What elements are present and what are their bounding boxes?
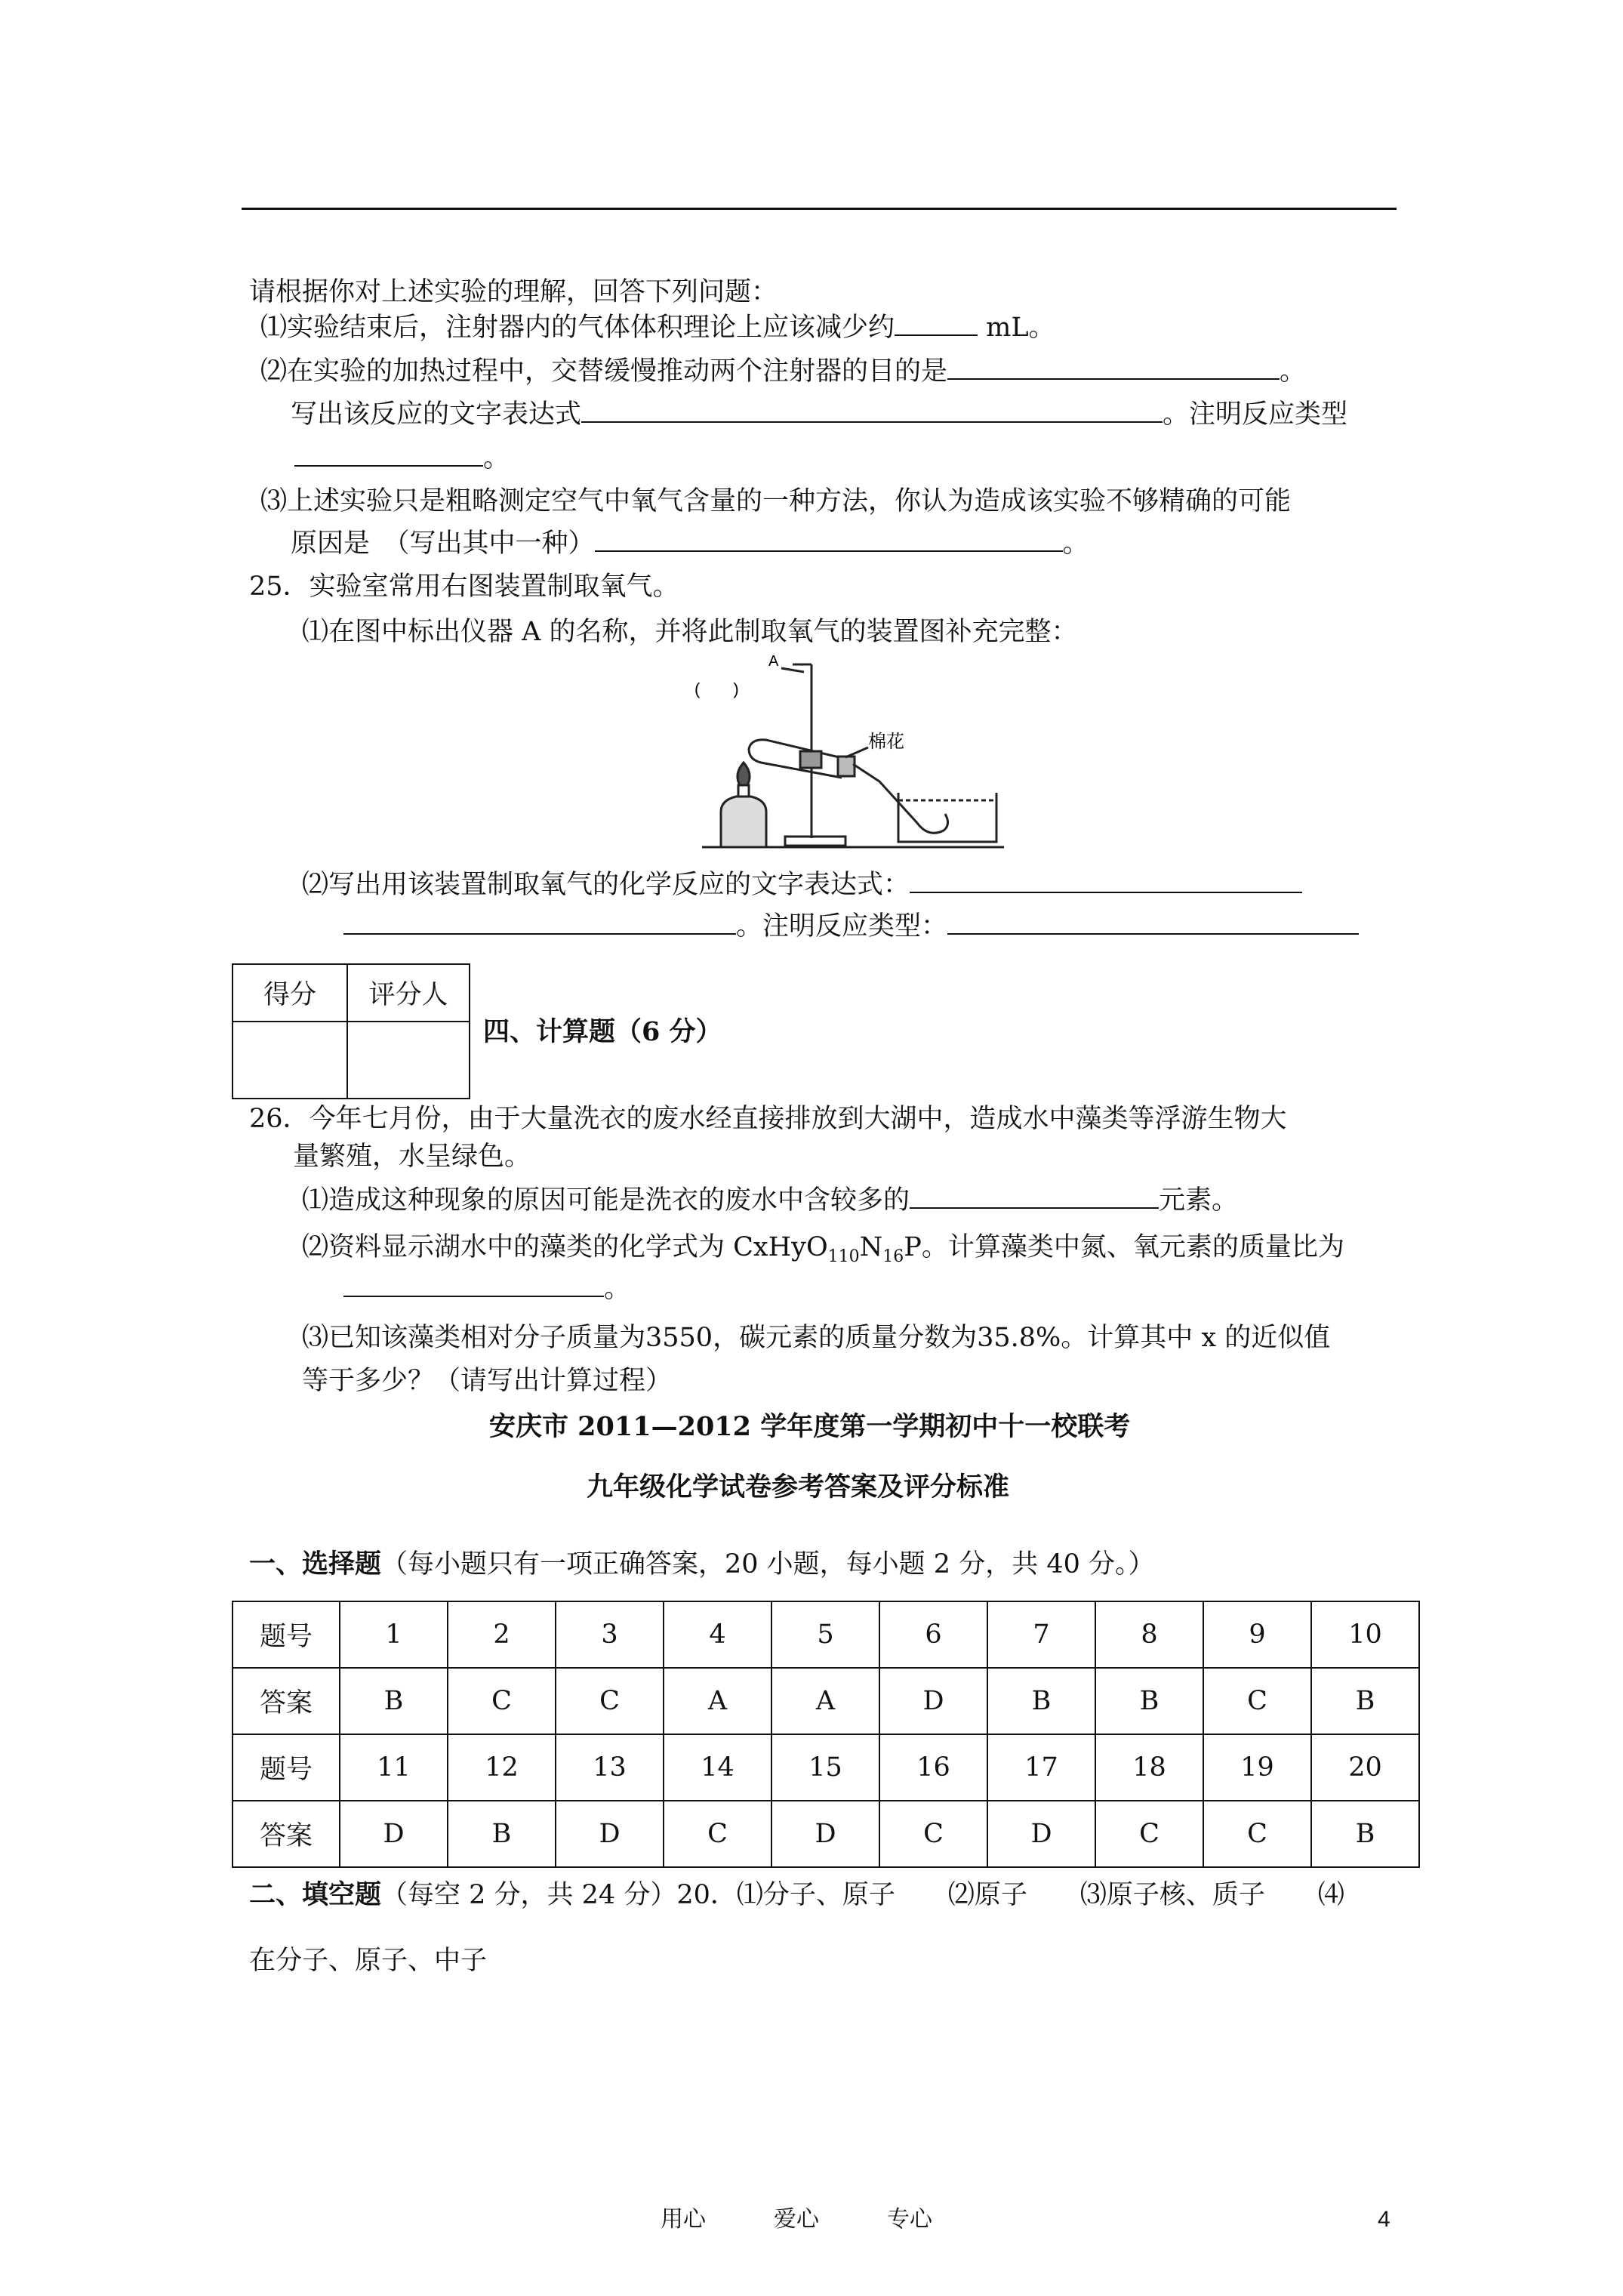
table-cell: 2 — [448, 1601, 556, 1668]
table-cell: 4 — [664, 1601, 771, 1668]
clamp — [800, 751, 821, 768]
flame — [738, 763, 750, 785]
score-header: 得分 — [233, 964, 347, 1022]
section2-continued: 在分子、原子、中子 — [249, 1946, 488, 1976]
table-cell: D — [879, 1668, 987, 1734]
answer-title-1: 安庆市 2011—2012 学年度第一学期初中十一校联考 — [489, 1411, 1131, 1442]
q24-2b — [291, 398, 1347, 431]
table-cell: A — [664, 1668, 771, 1734]
table-cell: D — [556, 1801, 664, 1867]
table-cell: 1 — [340, 1601, 448, 1668]
table-cell: B — [340, 1668, 448, 1734]
table-header-ans: 答案 — [233, 1668, 340, 1734]
table-cell: C — [1203, 1801, 1311, 1867]
table-cell: C — [1095, 1801, 1203, 1867]
table-cell: 18 — [1095, 1734, 1203, 1801]
table-cell: 19 — [1203, 1734, 1311, 1801]
table-cell: D — [771, 1801, 879, 1867]
grader-header: 评分人 — [347, 964, 470, 1022]
table-cell: 13 — [556, 1734, 664, 1801]
section2-note: （每空 2 分，共 24 分）20．⑴分子、原子 ⑵原子 ⑶原子核、质子 ⑷ — [381, 1880, 1344, 1910]
test-tube — [749, 740, 845, 778]
table-cell: 12 — [448, 1734, 556, 1801]
table-cell: C — [448, 1668, 556, 1734]
q24-3b-text: 原因是 （写出其中一种） — [291, 529, 595, 559]
table-cell: 5 — [771, 1601, 879, 1668]
q25-2-text: ⑵写出用该装置制取氧气的化学反应的文字表达式： — [302, 870, 910, 900]
q24-2c-end: 。 — [483, 443, 510, 473]
table-cell: 11 — [340, 1734, 448, 1801]
pointer-line — [781, 668, 804, 672]
section1-title — [249, 1548, 1155, 1581]
q24-1-text: ⑴实验结束后，注射器内的气体体积理论上应该减少约 — [260, 313, 895, 343]
q26-2-n: N — [859, 1232, 883, 1262]
answer-blank — [595, 528, 1063, 552]
answer-blank — [343, 1273, 604, 1297]
table-cell: C — [664, 1801, 771, 1867]
score-cell — [233, 1022, 347, 1099]
q24-intro: 请根据你对上述实验的理解，回答下列问题： — [249, 277, 778, 307]
answer-blank — [910, 1185, 1159, 1209]
label-cotton: 棉花 — [868, 732, 904, 752]
q26-3: ⑶已知该藻类相对分子质量为3550，碳元素的质量分数为35.8%。计算其中 x 的近似值 — [302, 1323, 1331, 1353]
oxygen-apparatus-diagram — [679, 649, 1019, 853]
alcohol-lamp — [721, 797, 766, 847]
table-cell: D — [987, 1801, 1095, 1867]
q26-2b-end: 。 — [604, 1274, 631, 1304]
q26-2 — [302, 1231, 1344, 1274]
q26-1-text: ⑴造成这种现象的原因可能是洗衣的废水中含较多的 — [302, 1185, 910, 1216]
q24-2c — [294, 442, 510, 475]
q26-1-end: 元素。 — [1159, 1185, 1239, 1216]
q24-2b-text: 写出该反应的文字表达式 — [291, 399, 582, 430]
answer-blank — [343, 911, 736, 935]
q26-3b: 等于多少？（请写出计算过程） — [302, 1366, 673, 1396]
q24-2-end: 。 — [1280, 356, 1307, 387]
table-cell: C — [556, 1668, 664, 1734]
q26-2-text: ⑵资料显示湖水中的藻类的化学式为 CxHyO — [302, 1232, 828, 1262]
table-cell: B — [987, 1668, 1095, 1734]
label-paren: ( ) — [694, 680, 739, 698]
table-cell: 20 — [1311, 1734, 1419, 1801]
q24-3: ⑶上述实验只是粗略测定空气中氧气含量的一种方法，你认为造成该实验不够精确的可能 — [260, 486, 1292, 516]
answer-blank — [910, 869, 1302, 893]
delivery-tube — [853, 764, 948, 833]
q26-1 — [302, 1184, 1238, 1217]
score-table — [232, 963, 470, 1099]
q25-1: ⑴在图中标出仪器 A 的名称，并将此制取氧气的装置图补充完整： — [302, 617, 1078, 647]
q26-2b — [343, 1272, 630, 1305]
q25-2b-text: 。注明反应类型： — [736, 911, 948, 942]
section1-heading: 一、选择题 — [249, 1549, 382, 1579]
table-cell: B — [1311, 1801, 1419, 1867]
table-header-ans: 答案 — [233, 1801, 340, 1867]
grader-cell — [347, 1022, 470, 1099]
table-cell: 15 — [771, 1734, 879, 1801]
q26-2-rest: P。计算藻类中氮、氧元素的质量比为 — [904, 1232, 1344, 1262]
answer-blank — [947, 911, 1359, 935]
answer-blank — [294, 442, 483, 467]
q26b: 量繁殖，水呈绿色。 — [293, 1142, 531, 1172]
q24-2b-end: 。注明反应类型 — [1163, 399, 1348, 430]
answer-blank — [947, 356, 1280, 380]
table-cell: B — [1095, 1668, 1203, 1734]
q24-2-text: ⑵在实验的加热过程中，交替缓慢推动两个注射器的目的是 — [260, 356, 948, 387]
section1-note: （每小题只有一项正确答案，20 小题，每小题 2 分，共 40 分。） — [381, 1549, 1155, 1579]
table-cell: B — [1311, 1668, 1419, 1734]
section2-heading: 二、填空题 — [249, 1879, 382, 1910]
page-number: 4 — [1378, 2207, 1390, 2232]
subscript: 16 — [882, 1247, 904, 1266]
table-row — [233, 1801, 1419, 1867]
table-cell: 6 — [879, 1601, 987, 1668]
table-cell: 9 — [1203, 1601, 1311, 1668]
table-row — [233, 1668, 1419, 1734]
table-cell: B — [448, 1801, 556, 1867]
q26: 26．今年七月份，由于大量洗衣的废水经直接排放到大湖中，造成水中藻类等浮游生物大 — [249, 1104, 1287, 1134]
footer-slogan: 用心 爱心 专心 — [661, 2206, 932, 2233]
q24-1 — [260, 311, 1055, 344]
stand-base — [785, 837, 845, 846]
table-cell: 7 — [987, 1601, 1095, 1668]
q25-2b — [343, 910, 1359, 943]
table-cell: C — [1203, 1668, 1311, 1734]
table-header-num: 题号 — [233, 1734, 340, 1801]
q24-1-unit: mL。 — [978, 313, 1055, 343]
table-cell: 8 — [1095, 1601, 1203, 1668]
table-header-num: 题号 — [233, 1601, 340, 1668]
q24-3b-end: 。 — [1062, 529, 1089, 559]
q25-2 — [302, 868, 1302, 901]
table-cell: D — [340, 1801, 448, 1867]
section2-title — [249, 1878, 1344, 1912]
header-rule — [242, 208, 1397, 210]
table-cell: A — [771, 1668, 879, 1734]
table-row — [233, 1601, 1419, 1668]
q25: 25．实验室常用右图装置制取氧气。 — [249, 572, 679, 602]
table-cell: 10 — [1311, 1601, 1419, 1668]
table-cell: 3 — [556, 1601, 664, 1668]
table-cell: C — [879, 1801, 987, 1867]
table-row — [233, 1734, 1419, 1801]
answer-blank — [895, 312, 978, 336]
cotton — [838, 757, 855, 776]
q24-2 — [260, 355, 1306, 388]
subscript: 110 — [827, 1247, 860, 1266]
answer-title-2: 九年级化学试卷参考答案及评分标准 — [587, 1472, 1010, 1502]
q24-3b — [291, 527, 1089, 560]
table-cell: 14 — [664, 1734, 771, 1801]
table-cell: 16 — [879, 1734, 987, 1801]
answer-table — [232, 1601, 1420, 1868]
table-cell: 17 — [987, 1734, 1095, 1801]
answer-blank — [581, 399, 1163, 423]
label-a: A — [768, 653, 779, 670]
section4-title: 四、计算题（6 分） — [483, 1016, 722, 1047]
